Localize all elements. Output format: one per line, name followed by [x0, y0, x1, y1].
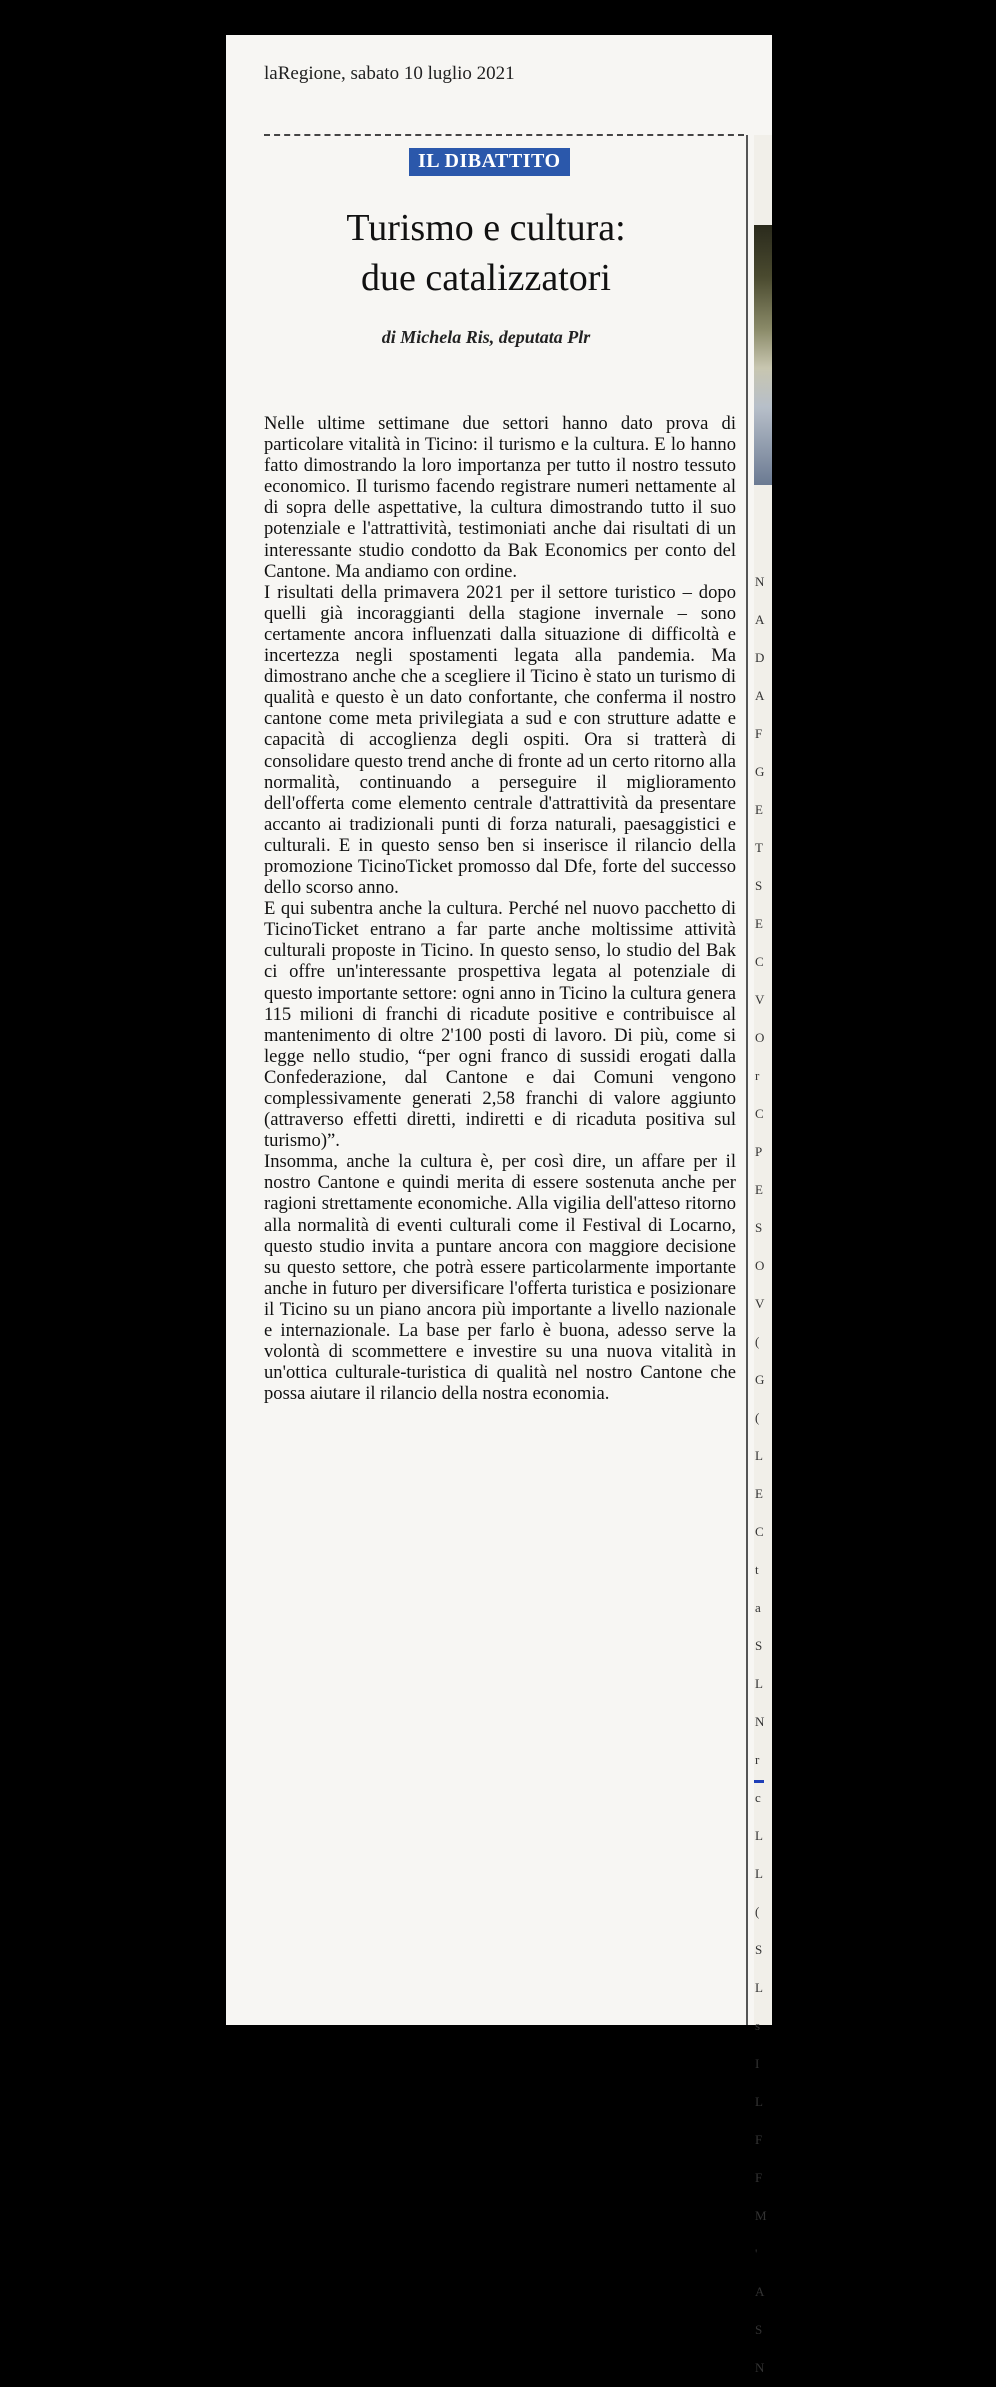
adjacent-letter: C — [755, 954, 764, 969]
adjacent-photo-fragment — [754, 225, 772, 485]
adjacent-letter: c — [755, 1790, 761, 1805]
adjacent-letter: E — [755, 1486, 763, 1501]
article-paragraph: Insomma, anche la cultura è, per così dire, un affare per il nostro Cantone e quindi merita di essere sostenuta anche per ragioni strettamente economiche. Alla vigilia dell'atteso ritorno alla normalità di eventi culturali come il Festival di Locarno, questo studio invita a puntare ancora con maggiore decisione su questo settore, che potrà essere particolarmente importante anche in futuro per diversificare l'offerta turistica e posizionare il Ticino su un piano ancora più importante a livello nazionale e internazionale. La base per farlo è buona, adesso serve la volontà di scommettere e investire su una nuova vitalità in un'ottica culturale-turistica di qualità nel nostro Cantone che possa aiutare il rilancio della nostra economia. — [264, 1151, 736, 1405]
adjacent-letter: N — [755, 1714, 765, 1729]
adjacent-letter: N — [755, 2360, 765, 2375]
adjacent-letter: ( — [755, 1334, 760, 1349]
adjacent-letter: O — [755, 1258, 765, 1273]
adjacent-letter: I — [755, 2056, 760, 2071]
adjacent-letter: V — [755, 992, 765, 1007]
adjacent-letter: G — [755, 1372, 765, 1387]
adjacent-text-fragment — [755, 563, 771, 2387]
adjacent-letter: L — [755, 1448, 763, 1463]
adjacent-letter: s — [755, 2018, 761, 2033]
column-divider — [746, 135, 748, 2025]
adjacent-letter: N — [755, 574, 765, 589]
adjacent-letter: F — [755, 726, 763, 741]
adjacent-letter: A — [755, 2284, 765, 2299]
adjacent-letter: V — [755, 1296, 765, 1311]
adjacent-letter: t — [755, 1562, 759, 1577]
newspaper-page — [226, 35, 772, 2375]
article-paragraph: E qui subentra anche la cultura. Perché nel nuovo pacchetto di TicinoTicket entrano a far parte anche moltissime attività culturali proposte in Ticino. In questo senso, lo studio del Bak ci offre un'interessante prospettiva legata al potenziale di questo importante settore: ogni anno in Ticino la cultura genera 115 milioni di franchi di ricadute positive e contribuisce al mantenimento di oltre 2'100 posti di lavoro. Di più, come si legge nello studio, “per ogni franco di sussidi erogati dalla Confederazione, dal Cantone e dai Comuni vengono complessivamente generati 2,58 franchi di valore aggiunto (attraverso effetti diretti, indiretti e di ricaduta positiva sul turismo)”. — [264, 898, 736, 1152]
page-dateline: laRegione, sabato 10 luglio 2021 — [264, 63, 515, 84]
article-paragraph: I risultati della primavera 2021 per il settore turistico – dopo quelli già incoraggianti della stagione invernale – sono certamente ancora influenzati dalla situazione di difficoltà e incertezza negli spostamenti legata alla pandemia. Ma dimostrano anche che a scegliere il Ticino è stato un turismo di qualità e questo è un dato confortante, che conferma il nostro cantone come meta privilegiata a sud e con strutture adatte e capacità di accoglienza degli ospiti. Ora si tratterà di consolidare questo trend anche di fronte ad un certo ritorno alla normalità, continuando a perseguire il miglioramento dell'offerta come elemento centrale d'attrattività da presentare accanto ai tradizionali punti di forza naturali, paesaggistici e culturali. E in questo senso ben si inserisce il rilancio della promozione TicinoTicket promosso dal Dfe, forte del successo dello scorso anno. — [264, 581, 736, 899]
adjacent-letter: F — [755, 2132, 763, 2147]
adjacent-letter: S — [755, 2322, 763, 2337]
adjacent-letter: S — [755, 1942, 763, 1957]
adjacent-letter: E — [755, 802, 763, 817]
adjacent-letter: L — [755, 1866, 763, 1881]
adjacent-letter: L — [755, 1676, 763, 1691]
adjacent-letter: L — [755, 2094, 763, 2109]
adjacent-letter: L — [755, 1828, 763, 1843]
adjacent-letter: S — [755, 1220, 763, 1235]
article-title-line: due catalizzatori — [360, 257, 611, 299]
adjacent-letter: M — [755, 2208, 767, 2223]
dashed-rule — [264, 134, 744, 136]
article-paragraph: Nelle ultime settimane due settori hanno dato prova di particolare vitalità in Ticino: il turismo e la cultura. E lo hanno fatto dimostrando la loro importanza per tutto il nostro tessuto economico. Il turismo facendo registrare numeri nettamente al di sopra delle aspettative, la cultura dimostrando tutto il suo potenziale e l'attrattività, testimoniati anche dai risultati di un interessante studio condotto da Bak Economics per conto del Cantone. Ma andiamo con ordine. — [264, 413, 736, 582]
adjacent-letter: ( — [755, 1904, 760, 1919]
article-body — [264, 413, 736, 1404]
article-title — [226, 203, 746, 303]
adjacent-letter: A — [755, 612, 765, 627]
adjacent-letter: a — [755, 1600, 761, 1615]
adjacent-letter: L — [755, 1980, 763, 1995]
adjacent-letter: ' — [755, 2246, 758, 2261]
adjacent-letter: G — [755, 764, 765, 779]
adjacent-letter: O — [755, 1030, 765, 1045]
adjacent-letter: r — [755, 1068, 760, 1083]
adjacent-letter: F — [755, 2170, 763, 2185]
adjacent-letter: A — [755, 688, 765, 703]
article-byline: di Michela Ris, deputata Plr — [381, 327, 591, 347]
adjacent-blue-mark — [754, 1780, 764, 1783]
adjacent-letter: C — [755, 1524, 764, 1539]
adjacent-letter: D — [755, 650, 765, 665]
adjacent-letter: S — [755, 1638, 763, 1653]
section-tag: IL DIBATTITO — [409, 148, 570, 176]
adjacent-letter: r — [755, 1752, 760, 1767]
adjacent-letter: ( — [755, 1410, 760, 1425]
adjacent-letter: E — [755, 916, 763, 931]
adjacent-column-strip — [754, 135, 772, 2375]
article-title-line: Turismo e cultura: — [346, 207, 626, 249]
adjacent-letter: P — [755, 1144, 763, 1159]
adjacent-letter: E — [755, 1182, 763, 1197]
adjacent-letter: S — [755, 878, 763, 893]
adjacent-letter: T — [755, 840, 763, 855]
adjacent-letter: C — [755, 1106, 764, 1121]
